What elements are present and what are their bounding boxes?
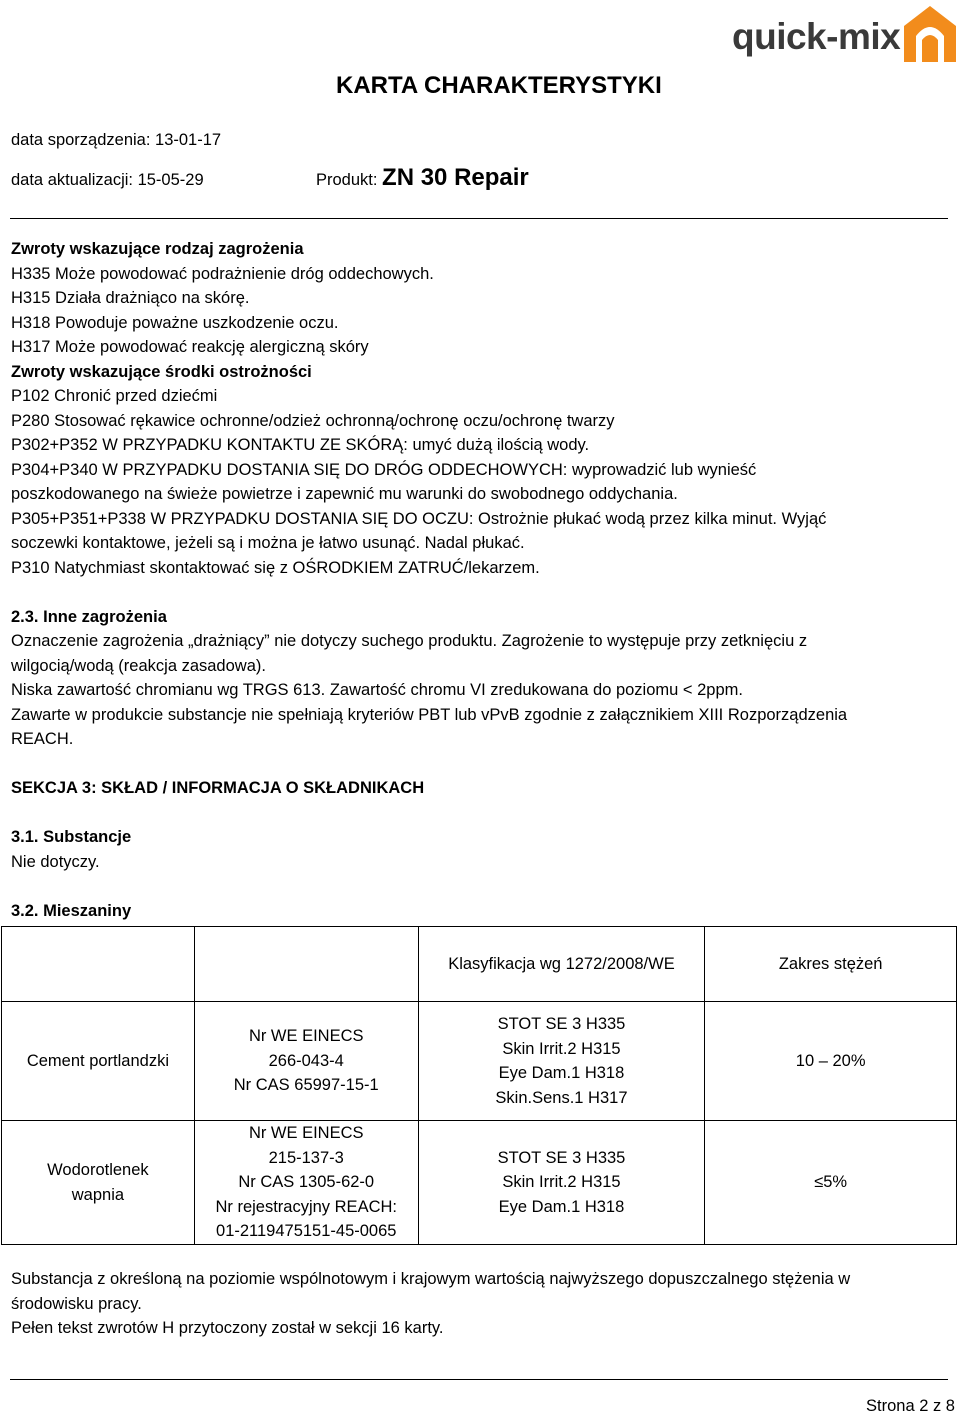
- footer-rule: [10, 1379, 948, 1380]
- mixture-table: [1, 926, 957, 1245]
- classification-line: Eye Dam.1 H318: [498, 1197, 625, 1216]
- logo-text: quick-mix: [732, 16, 901, 57]
- substance-range: ≤5%: [705, 1121, 957, 1245]
- classification-line: Eye Dam.1 H318: [498, 1064, 625, 1082]
- identifier-line: 01-2119475151-45-0065: [216, 1222, 397, 1241]
- h335-statement: H335 Może powodować podrażnienie dróg oddechowych.: [11, 264, 434, 283]
- section-2-3-line3: Niska zawartość chromianu wg TRGS 613. Zawartość chromu VI zredukowana do poziomu < 2ppm.: [11, 681, 743, 699]
- section-2-3-line5: REACH.: [11, 730, 74, 748]
- section-2-3-line2: wilgocią/wodą (reakcja zasadowa).: [11, 656, 266, 675]
- p-phrases-heading: Zwroty wskazujące środki ostrożności: [11, 362, 312, 381]
- note-line2: środowisku pracy.: [11, 1294, 142, 1313]
- header-classification: Klasyfikacja wg 1272/2008/WE: [418, 927, 705, 1002]
- identifier-line: Nr WE EINECS: [248, 1027, 364, 1046]
- section-2-3-line4: Zawarte w produkcie substancje nie spełniają kryteriów PBT lub vPvB zgodnie z załącznikiem XIII Rozporządzenia: [11, 705, 848, 724]
- p302-statement: P302+P352 W PRZYPADKU KONTAKTU ZE SKÓRĄ: umyć dużą ilością wody.: [11, 436, 590, 454]
- header-cell-empty: [2, 927, 195, 1002]
- classification-line: STOT SE 3 H335: [497, 1015, 626, 1033]
- table-row: [2, 1002, 957, 1121]
- identifier-line: Nr CAS 1305-62-0: [238, 1173, 375, 1192]
- p304-statement-line2: poszkodowanego na świeże powietrze i zapewnić mu warunki do swobodnego oddychania.: [11, 485, 678, 503]
- p310-statement: P310 Natychmiast skontaktować się z OŚRODKIEM ZATRUĆ/lekarzem.: [11, 558, 540, 577]
- h-phrases-heading: Zwroty wskazujące rodzaj zagrożenia: [11, 240, 304, 258]
- h317-statement: H317 Może powodować reakcję alergiczną skóry: [11, 338, 369, 356]
- identifier-line: Nr WE EINECS: [248, 1124, 364, 1143]
- product-line: [316, 164, 529, 192]
- p304-statement-line1: P304+P340 W PRZYPADKU DOSTANIA SIĘ DO DRÓG ODDECHOWYCH: wyprowadzić lub wynieść: [11, 460, 757, 479]
- identifier-line: 215-137-3: [268, 1148, 344, 1167]
- section-3-2-heading: 3.2. Mieszaniny: [11, 901, 132, 920]
- identifier-line: Nr rejestracyjny REACH:: [215, 1197, 397, 1216]
- section-3-heading: SEKCJA 3: SKŁAD / INFORMACJA O SKŁADNIKACH: [11, 779, 425, 797]
- document-title: KARTA CHARAKTERYSTYKI: [336, 72, 662, 99]
- substance-identifiers: [194, 1002, 418, 1121]
- p305-statement-line2: soczewki kontaktowe, jeżeli są i można je łatwo usunąć. Nadal płukać.: [11, 534, 525, 552]
- header-cell-empty: [194, 927, 418, 1002]
- product-name: ZN 30 Repair: [382, 164, 529, 191]
- post-table-notes: [11, 1267, 850, 1341]
- section-2-3-line1: Oznaczenie zagrożenia „drażniący” nie dotyczy suchego produktu. Zagrożenie to występuje przy zetknięciu z: [11, 632, 808, 650]
- created-date: data sporządzenia: 13-01-17: [11, 131, 222, 149]
- section-3-1-heading: 3.1. Substancje: [11, 828, 132, 846]
- substance-classification: [418, 1002, 705, 1121]
- classification-line: STOT SE 3 H335: [497, 1148, 626, 1167]
- logo-house-icon: [902, 4, 958, 64]
- substance-classification: [418, 1121, 705, 1245]
- header-rule: [10, 218, 948, 219]
- h315-statement: H315 Działa drażniąco na skórę.: [11, 289, 250, 307]
- p280-statement: P280 Stosować rękawice ochronne/odzież ochronną/ochronę oczu/ochronę twarzy: [11, 411, 615, 430]
- substance-name: Cement portlandzki: [2, 1002, 195, 1121]
- updated-date: data aktualizacji: 15-05-29: [11, 171, 204, 189]
- substance-range: 10 – 20%: [705, 1002, 957, 1121]
- section-3-1-text: Nie dotyczy.: [11, 852, 100, 871]
- identifier-line: 266-043-4: [268, 1051, 344, 1070]
- company-logo: [732, 4, 958, 66]
- classification-line: Skin Irrit.2 H315: [502, 1173, 621, 1192]
- product-label: Produkt:: [316, 171, 378, 189]
- substance-name: [2, 1121, 195, 1245]
- h318-statement: H318 Powoduje poważne uszkodzenie oczu.: [11, 313, 339, 332]
- substance-identifiers: [194, 1121, 418, 1245]
- identifier-line: Nr CAS 65997-15-1: [233, 1076, 379, 1095]
- classification-line: Skin.Sens.1 H317: [495, 1088, 628, 1107]
- page-number: Strona 2 z 8: [866, 1397, 955, 1415]
- section-content: [11, 237, 956, 923]
- section-2-3-heading: 2.3. Inne zagrożenia: [11, 607, 167, 626]
- substance-name-line: Wodorotlenek: [47, 1161, 149, 1179]
- classification-line: Skin Irrit.2 H315: [502, 1039, 621, 1058]
- header-range: Zakres stężeń: [705, 927, 957, 1002]
- table-header-row: [2, 927, 957, 1002]
- note-line1: Substancja z określoną na poziomie wspólnotowym i krajowym wartością najwyższego dopuszczalnego stężenia w: [11, 1270, 851, 1288]
- note-line3: Pełen tekst zwrotów H przytoczony został w sekcji 16 karty.: [11, 1319, 444, 1337]
- substance-name-line: wapnia: [71, 1185, 125, 1204]
- p102-statement: P102 Chronić przed dziećmi: [11, 387, 218, 405]
- p305-statement-line1: P305+P351+P338 W PRZYPADKU DOSTANIA SIĘ DO OCZU: Ostrożnie płukać wodą przez kilka minut. Wyjąć: [11, 509, 827, 528]
- table-row: [2, 1121, 957, 1245]
